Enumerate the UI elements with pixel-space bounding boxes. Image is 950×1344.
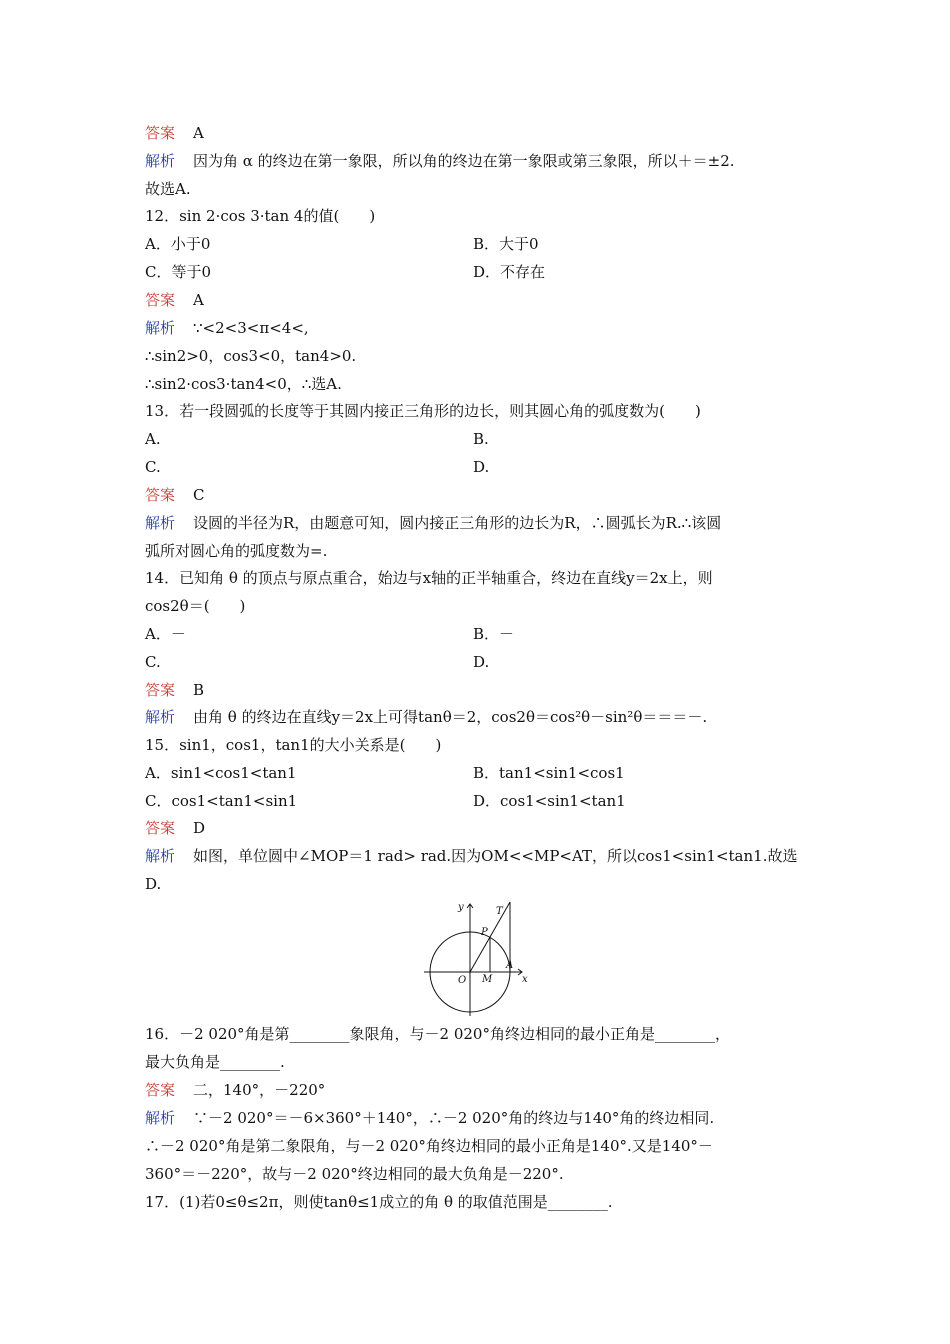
q12-answer bbox=[145, 290, 204, 310]
answer-value: 二，140°，－220° bbox=[193, 1081, 326, 1099]
analysis-text: ∵<2<3<π<4<, bbox=[193, 319, 309, 337]
answer-value: D bbox=[193, 819, 206, 837]
q11-analysis bbox=[145, 151, 735, 171]
answer-value: C bbox=[193, 486, 205, 504]
label-m: M bbox=[482, 974, 493, 985]
q15-analysis-cont: D. bbox=[145, 875, 162, 893]
q16-stem: 16．－2 020°角是第________象限角，与－2 020°角终边相同的最小正角是________， bbox=[145, 1025, 730, 1043]
analysis-tag: 解析 bbox=[145, 514, 176, 532]
analysis-text: 因为角 α 的终边在第一象限，所以角的终边在第一象限或第三象限，所以＋＝±2. bbox=[193, 152, 735, 170]
q13-analysis bbox=[145, 513, 721, 533]
q14-option-a: A．－ bbox=[145, 625, 186, 643]
q15-analysis bbox=[145, 846, 797, 866]
answer-tag: 答案 bbox=[145, 819, 176, 837]
q15-option-c: C．cos1<tan1<sin1 bbox=[145, 792, 298, 810]
q12-stem: 12．sin 2·cos 3·tan 4的值( ) bbox=[145, 207, 376, 225]
q16-answer bbox=[145, 1080, 325, 1100]
q15-answer bbox=[145, 818, 205, 838]
q17-stem: 17．(1)若0≤θ≤2π，则使tanθ≤1成立的角 θ 的取值范围是________. bbox=[145, 1193, 613, 1211]
q12-option-a: A．小于0 bbox=[145, 235, 211, 253]
analysis-text: ∵－2 020°＝－6×360°＋140°，∴－2 020°角的终边与140°角的终边相同. bbox=[193, 1109, 715, 1127]
analysis-tag: 解析 bbox=[145, 1109, 176, 1127]
analysis-tag: 解析 bbox=[145, 708, 176, 726]
analysis-text: 设圆的半径为R，由题意可知，圆内接正三角形的边长为R，∴圆弧长为R.∴该圆 bbox=[193, 514, 722, 532]
analysis-tag: 解析 bbox=[145, 319, 176, 337]
q16-analysis-line-2: 360°＝－220°，故与－2 020°终边相同的最大负角是－220°. bbox=[145, 1165, 564, 1183]
label-x: x bbox=[522, 974, 528, 985]
unit-circle-figure bbox=[418, 898, 534, 1018]
q12-analysis-line-1: ∴sin2>0，cos3<0，tan4>0. bbox=[145, 347, 357, 365]
q12-option-d: D．不存在 bbox=[473, 263, 546, 281]
q14-answer bbox=[145, 680, 204, 700]
answer-tag: 答案 bbox=[145, 291, 176, 309]
q14-analysis bbox=[145, 707, 707, 727]
q13-option-a: A. bbox=[145, 430, 161, 448]
analysis-text: 如图，单位圆中∠MOP＝1 rad> rad.因为OM<<MP<AT，所以cos1<sin1<tan1.故选 bbox=[193, 847, 798, 865]
q14-option-b: B．－ bbox=[473, 625, 515, 643]
q11-analysis-cont: 故选A. bbox=[145, 180, 191, 198]
label-a: A bbox=[506, 960, 514, 971]
q13-analysis-cont: 弧所对圆心角的弧度数为=. bbox=[145, 542, 328, 560]
q16-analysis-line-1: ∴－2 020°角是第二象限角，与－2 020°角终边相同的最小正角是140°.又是140°－ bbox=[145, 1137, 713, 1155]
answer-tag: 答案 bbox=[145, 681, 176, 699]
q13-option-c: C. bbox=[145, 458, 161, 476]
answer-value: A bbox=[193, 124, 204, 142]
q15-option-b: B．tan1<sin1<cos1 bbox=[473, 764, 625, 782]
unit-circle-svg bbox=[418, 898, 534, 1018]
q16-stem-cont: 最大负角是________. bbox=[145, 1053, 285, 1071]
q13-option-d: D. bbox=[473, 458, 490, 476]
analysis-tag: 解析 bbox=[145, 152, 176, 170]
q12-analysis-line-2: ∴sin2·cos3·tan4<0，∴选A. bbox=[145, 375, 342, 393]
q13-stem: 13．若一段圆弧的长度等于其圆内接正三角形的边长，则其圆心角的弧度数为( ) bbox=[145, 402, 701, 420]
answer-value: B bbox=[193, 681, 205, 699]
answer-value: A bbox=[193, 291, 204, 309]
answer-tag: 答案 bbox=[145, 124, 176, 142]
label-t: T bbox=[496, 906, 503, 917]
q12-option-b: B．大于0 bbox=[473, 235, 539, 253]
q15-stem: 15．sin1，cos1，tan1的大小关系是( ) bbox=[145, 736, 442, 754]
q15-option-a: A．sin1<cos1<tan1 bbox=[145, 764, 297, 782]
q13-answer bbox=[145, 485, 205, 505]
q14-stem-cont: cos2θ＝( ) bbox=[145, 597, 246, 615]
q15-option-d: D．cos1<sin1<tan1 bbox=[473, 792, 626, 810]
label-o: O bbox=[458, 975, 467, 986]
q14-option-c: C. bbox=[145, 653, 161, 671]
q12-analysis bbox=[145, 318, 309, 338]
label-y: y bbox=[458, 902, 464, 913]
q14-stem: 14．已知角 θ 的顶点与原点重合，始边与x轴的正半轴重合，终边在直线y＝2x上，则 bbox=[145, 569, 713, 587]
q13-option-b: B. bbox=[473, 430, 489, 448]
label-p: P bbox=[481, 927, 488, 938]
q12-option-c: C．等于0 bbox=[145, 263, 212, 281]
analysis-text: 由角 θ 的终边在直线y＝2x上可得tanθ＝2，cos2θ＝cos²θ－sin²θ＝＝＝－. bbox=[193, 708, 708, 726]
answer-tag: 答案 bbox=[145, 1081, 176, 1099]
q11-answer bbox=[145, 123, 204, 143]
answer-tag: 答案 bbox=[145, 486, 176, 504]
q16-analysis bbox=[145, 1108, 714, 1128]
analysis-tag: 解析 bbox=[145, 847, 176, 865]
q14-option-d: D. bbox=[473, 653, 490, 671]
